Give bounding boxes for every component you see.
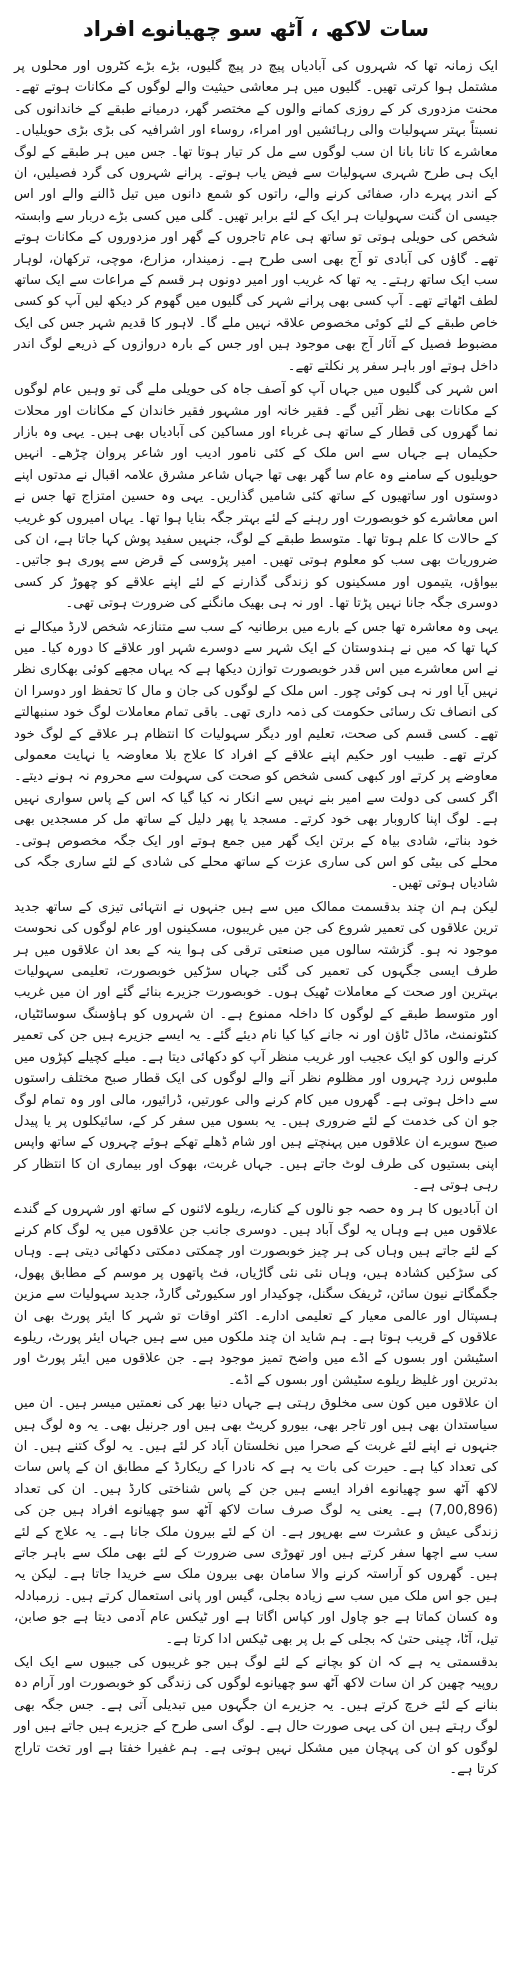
article-paragraph: ان آبادیوں کا ہر وہ حصہ جو نالوں کے کنارے، ریلوے لائنوں کے ساتھ اور شہروں کے گندے علاقوں میں ہے وہاں یہ لوگ آباد ہیں۔ دوسری جانب جن علاقوں میں یہ لوگ کام کرنے کے لئے جاتے ہیں وہاں کی ہر چیز خوبصورت اور چمکتی دمکتی دکھائی دیتی ہے۔ وہاں کی سڑکیں کشادہ ہیں، وہاں نئی نئی گاڑیاں، فٹ پاتھوں پر موسم کے مطابق پھول، جگمگاتے نیون سائن، ٹریفک سگنل، چوکیدار اور سکیورٹی گارڈ، جدید سہولیات سے مزین ہسپتال اور عالمی معیار کے تعلیمی ادارے۔ اکثر اوقات تو شہر کا ایئر پورٹ بھی ان علاقوں کے قریب ہوتا ہے۔ ہم شاید ان چند ملکوں میں سے ہیں جہاں ایئر پورٹ، ریلوے اسٹیشن اور بسوں کے اڈے میں واضح تمیز موجود ہے۔ جن علاقوں میں ایئر پورٹ اور بدترین اور غلیظ ریلوے سٹیشن اور بسوں کے اڈے۔: [14, 1201, 498, 1388]
article-paragraph: ان علاقوں میں کون سی مخلوق رہتی ہے جہاں دنیا بھر کی نعمتیں میسر ہیں۔ ان میں سیاستدان بھی ہیں اور تاجر بھی، بیورو کریٹ بھی ہیں اور جرنیل بھی۔ یہ وہ لوگ ہیں جنہوں نے اپنے لئے غربت کے صحرا میں نخلستان آباد کر لئے ہیں۔ یہ لوگ کتنے ہیں۔ ان کی تعداد کیا ہے۔ حیرت کی بات یہ ہے کہ نادرا کے ریکارڈ کے مطابق ان کے پاس سات لاکھ آٹھ سو چھیانوے افراد ایسے ہیں جن کے پاس شناختی کارڈ ہیں۔ ان کی تعداد (7,00,896) ہے۔ یعنی یہ لوگ صرف سات لاکھ آٹھ سو چھیانوے افراد ہیں جن کی زندگی عیش و عشرت سے بھرپور ہے۔ ان کے لئے بیرون ملک جانا ہے۔ یہ علاج کے لئے سب سے اچھا سفر کرتے ہیں اور تھوڑی سی ضرورت کے لئے بھی ملک سے باہر جاتے ہیں۔ گھروں کو آراستہ کرنے والا سامان بھی بیرون ملک سے خریدا جاتا ہے۔ لیکن یہ ہیں جو اس ملک میں سب سے زیادہ بجلی، گیس اور پانی استعمال کرتے ہیں۔ زرمبادلہ وہ کسان کماتا ہے جو چاول اور کپاس اگاتا ہے اور ٹیکس عام آدمی دیتا ہے جو صابن، تیل، آٹا، چینی حتیٰ کہ بجلی کے بل پر بھی ٹیکس ادا کرتا ہے۔: [14, 1396, 498, 1647]
article-headline: سات لاکھ ، آٹھ سو چھیانوے افراد: [83, 17, 429, 41]
article-paragraph: یہی وہ معاشرہ تھا جس کے بارے میں برطانیہ کے سب سے متنازعہ شخص لارڈ میکالے نے کہا تھا کہ میں نے ہندوستان کے ایک شہر سے دوسرے شہر اور علاقے کا دورہ کیا۔ میں نے اس معاشرے میں اس قدر خوبصورت توازن دیکھا ہے کہ یہاں مجھے کوئی بھکاری نظر نہیں آیا اور نہ ہی کوئی چور۔ اس ملک کے لوگوں کی جان و مال کا تحفظ اور دوسرا ان کی انصاف تک رسائی حکومت کی ذمہ داری تھی۔ باقی تمام معاملات لوگ خود سنبھالتے تھے۔ کسی قسم کی صحت، تعلیم اور دیگر سہولیات کا انتظام ہر علاقے کے لوگ خود کرتے تھے۔ طبیب اور حکیم اپنے علاقے کے افراد کا علاج بلا معاوضہ یا نہایت معمولی معاوضے پر کرتے اور کبھی کسی شخص کو صحت کی سہولت سے محروم نہ ہونے دیتے۔ اگر کسی کی دولت سے امیر بنے نہیں سے انکار نہ کیا گیا کہ اس کے پاس سواری نہیں ہے۔ لوگ اپنا کاروبار بھی خود کرتے۔ مسجد یا پھر دلیل کے ساتھ مل کر مسجدیں بھی خود بناتے، شادی بیاہ کے برتن ایک گھر میں جمع ہوتے اور ایک جگہ مخصوص ہوتی۔ محلے کی بیٹی کو اس کی ساری عزت کے ساتھ محلے کی شادی کے لئے ساری جگہ کی شادیاں ہوتی تھیں۔: [14, 619, 498, 892]
article-body: [14, 56, 498, 1781]
article-paragraph: ایک زمانہ تھا کہ شہروں کی آبادیاں پیچ در پیچ گلیوں، بڑے بڑے کٹروں اور محلوں پر مشتمل ہوا کرتی تھیں۔ گلیوں میں ہر معاشی حیثیت والے لوگوں کے مکانات ہوتے تھے۔ محنت مزدوری کر کے روزی کمانے والوں کے مختصر گھر، درمیانے طبقے کے خاندانوں کی نسبتاً بہتر سہولیات والی رہائشیں اور امراء، روساء اور اشرافیہ کی بڑی بڑی حویلیاں۔ معاشرے کا تانا بانا ان سب لوگوں سے مل کر تیار ہوتا تھا۔ جس میں ہر طبقے کے لوگ ایک ہی طرح شہری سہولیات سے فیض یاب ہوتے۔ پرانے شہروں کی گرد فصیلیں، ان کے اندر پہرے دار، صفائی کرنے والے، راتوں کو شمع دانوں میں تیل ڈالنے والے اور اس جیسی ان گنت سہولیات ہر ایک کے لئے برابر تھیں۔ گلی میں کسی بڑے دربار سے وابستہ شخص کی حویلی ہوتی تو ساتھ ہی عام تاجروں کے گھر اور مزدوروں کے مکانات ہوتے تھے۔ گاؤں کی آبادی تو آج بھی اسی طرح ہے۔ زمیندار، مزارع، موچی، ترکھان، لوہار سب ایک ساتھ رہتے۔ یہ تھا کہ غریب اور امیر دونوں ہر قسم کے مراعات سے ایک ساتھ لطف اٹھاتے تھے۔ آپ کسی بھی پرانے شہر کی گلیوں میں گھوم کر دیکھ لیں آپ کو کسی خاص طبقے کے لئے کوئی مخصوص علاقہ نہیں ملے گا۔ لاہور کا قدیم شہر جس کی ایک مضبوط فصیل کے آثار آج بھی موجود ہیں اور جس کے بارہ دروازوں کے ذریعے لوگ اندر داخل ہوتے اور باہر سفر پر نکلتے تھے۔: [14, 59, 498, 374]
article-paragraph: لیکن ہم ان چند بدقسمت ممالک میں سے ہیں جنہوں نے انتہائی تیزی کے ساتھ جدید ترین علاقوں کی تعمیر شروع کی جن میں غریبوں، مسکینوں اور عام لوگوں کی نحوست موجود نہ ہو۔ گزشتہ سالوں میں صنعتی ترقی کی ہوا ینہ کے بعد ان علاقوں میں ہر طرف ایسی جگہوں کی تعمیر کی گئی جہاں سڑکیں خوبصورت، تعلیمی سہولیات بہترین اور صحت کے معاملات ٹھیک ہوں۔ خوبصورت جزیرے بنائے گئے اور ان میں غریب اور متوسط طبقے کے لوگوں کا داخلہ ممنوع ہے۔ ان شہروں کو ہاؤسنگ سوسائٹیاں، کنٹونمنٹ، ماڈل ٹاؤن اور نہ جانے کیا کیا نام دیئے گئے۔ یہ ایسے جزیرے ہیں جن کی تعمیر کرنے والوں کو ایک عجیب اور غریب منظر آپ کو دکھائی دیتا ہے۔ میلے کچیلے کپڑوں میں ملبوس زرد چہروں اور مظلوم نظر آنے والے لوگوں کی ایک قطار صبح مختلف راستوں سے داخل ہوتی ہے۔ گھروں میں کام کرنے والی عورتیں، ڈرائیور، مالی اور وہ تمام لوگ جو ان کی خدمت کے لئے ضروری ہیں۔ یہ بسوں میں سفر کر کے، سائیکلوں پر یا پیدل صبح سویرے ان علاقوں میں پہنچتے ہیں اور شام ڈھلے تھکے ہوئے چہروں کے ساتھ واپس اپنی بستیوں کی طرف لوٹ جاتے ہیں۔ جہاں غربت، بھوک اور بیماری ان کا انتظار کر رہی ہوتی ہے۔: [14, 899, 498, 1194]
article-paragraph: بدقسمتی یہ ہے کہ ان کو بچانے کے لئے لوگ ہیں جو غریبوں کی جیبوں سے ایک ایک روپیہ چھین کر ان سات لاکھ آٹھ سو چھیانوے لوگوں کی زندگی کو خوبصورت اور آرام دہ بنانے کے لئے خرچ کرتے ہیں۔ یہ جزیرے ان جگہوں میں تبدیلی آتی ہے۔ جس جگہ بھی لوگ رہتے ہیں ان کی یہی صورت حال ہے۔ لوگ اسی طرح کے جزیرے ہیں جاتے ہیں اور لوگوں کو ان کی پہچان میں مشکل نہیں ہوتی ہے۔ ہم غفیرا خفتا ہے اور تخت تاراج کرتا ہے۔: [14, 1655, 498, 1778]
article-paragraph: اس شہر کی گلیوں میں جہاں آپ کو آصف جاہ کی حویلی ملے گی تو وہیں عام لوگوں کے مکانات بھی نظر آئیں گے۔ فقیر خانہ اور مشہور فقیر خاندان کے مکانات اور محلات نما گھروں کی قطار کے ساتھ ہی غرباء اور مساکین کی آبادیاں بھی ہیں۔ یہی وہ بازار حکیماں ہے جہاں سے اس ملک کے کئی نامور ادیب اور شاعر پروان چڑھے۔ انہیں حویلیوں کے سامنے وہ عام سا گھر بھی تھا جہاں شاعر مشرق علامہ اقبال نے مدتوں اپنے دوستوں اور ساتھیوں کے ساتھ کئی شامیں گذاریں۔ یہی وہ حسین امتزاج تھا جس نے اس معاشرے کو خوبصورت اور رہنے کے لئے بہتر جگہ بنایا ہوا تھا۔ یہاں امیروں کو غریب کے حالات کا علم ہوتا تھا۔ متوسط طبقے کے لوگ، جنہیں سفید پوش کہا جاتا ہے، ان کی ضروریات بھی سب کو معلوم ہوتی تھیں۔ امیر پڑوسی کے قرض سے پوری ہو جاتیں۔ بیواؤں، یتیموں اور مسکینوں کو زندگی گذارنے کے لئے اپنے علاقے کو چھوڑ کر کسی دوسری جگہ جانا نہیں پڑتا تھا۔ اور نہ ہی بھیک مانگنے کی ضرورت ہوتی تھی۔: [14, 382, 498, 612]
